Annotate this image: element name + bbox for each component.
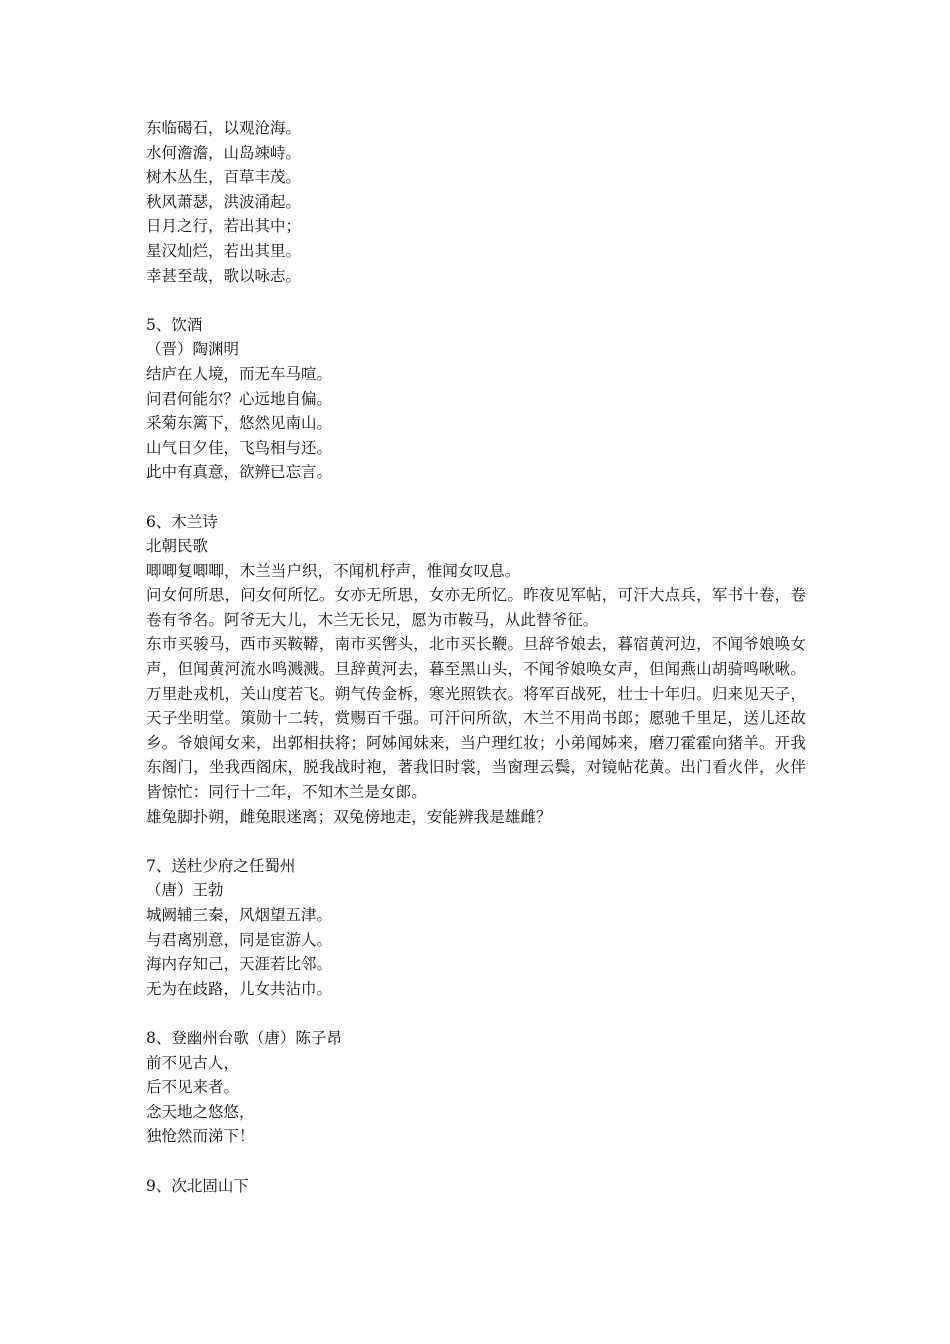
poem-line: 独怆然而涕下！ (146, 1127, 255, 1146)
poem-line: 结庐在人境，而无车马喧。 (146, 364, 333, 383)
section-gap (146, 288, 806, 313)
poem-line: 东临碣石，以观沧海。 (146, 119, 302, 137)
poem-author: 北朝民歌 (146, 537, 209, 556)
poem-author: （唐）王勃 (146, 881, 224, 900)
poem-9 (146, 1174, 806, 1199)
poem-line: 山气日夕佳，飞鸟相与还。 (146, 438, 333, 457)
poem-line: 问君何能尔？心远地自偏。 (146, 389, 333, 408)
text-column (146, 116, 806, 1198)
poem-line: 城阙辅三秦，风烟望五津。 (146, 906, 333, 924)
poem-line: 秋风萧瑟，洪波涌起。 (146, 192, 302, 211)
poem-line: 海内存知己，天涯若比邻。 (146, 955, 333, 974)
poem-line: 日月之行，若出其中； (146, 217, 302, 236)
poem-line: 采菊东篱下，悠然见南山。 (146, 414, 333, 433)
poem-line: 念天地之悠悠， (146, 1102, 255, 1121)
poem-line: 树木丛生，百草丰茂。 (146, 168, 302, 187)
poem-7 (146, 854, 806, 1002)
poem-6 (146, 510, 806, 830)
poem-title: 6、木兰诗 (146, 512, 218, 531)
poem-title: 8、登幽州台歌（唐）陈子昂 (146, 1028, 342, 1047)
poem-title: 9、次北固山下 (146, 1176, 249, 1195)
poem-line: 水何澹澹，山岛竦峙。 (146, 143, 302, 162)
poem-8 (146, 1026, 806, 1149)
section-gap (146, 485, 806, 510)
poem-line: 幸甚至哉，歌以咏志。 (146, 266, 302, 285)
poem-line: 此中有真意，欲辨已忘言。 (146, 463, 333, 482)
poem-paragraph: 唧唧复唧唧，木兰当户织，不闻机杼声，惟闻女叹息。 (146, 561, 521, 580)
intro-poem (146, 116, 806, 288)
section-gap (146, 1001, 806, 1026)
poem-paragraph: 东市买骏马，西市买鞍鞯，南市买辔头，北市买长鞭。旦辞爷娘去，暮宿黄河边，不闻爷娘唤女声，但闻黄河流水鸣溅溅。旦辞黄河去，暮至黑山头，不闻爷娘唤女声，但闻燕山胡骑鸣啾啾。万里赴戎机，关山度若飞。朔气传金柝，寒光照铁衣。将军百战死，壮士十年归。归来见天子，天子坐明堂。策勋十二转，赏赐百千强。可汗问所欲，木兰不用尚书郎；愿驰千里足，送儿还故乡。爷娘闻女来，出郭相扶将；阿姊闻妹来，当户理红妆；小弟闻姊来，磨刀霍霍向猪羊。开我东阁门，坐我西阁床，脱我战时袍，著我旧时裳，当窗理云鬓，对镜帖花黄。出门看火伴，火伴皆惊忙：同行十二年，不知木兰是女郎。 (146, 635, 806, 802)
poem-line: 前不见古人， (146, 1053, 240, 1072)
poem-line: 与君离别意，同是宦游人。 (146, 930, 333, 949)
poem-paragraph: 问女何所思，问女何所忆。女亦无所思，女亦无所忆。昨夜见军帖，可汗大点兵，军书十卷，卷卷有爷名。阿爷无大儿，木兰无长兄，愿为市鞍马，从此替爷征。 (146, 586, 806, 629)
poem-author: （晋）陶渊明 (146, 340, 240, 359)
section-gap (146, 1149, 806, 1174)
section-gap (146, 829, 806, 854)
poem-line: 无为在歧路，儿女共沾巾。 (146, 979, 333, 998)
poem-title: 5、饮酒 (146, 315, 203, 334)
poem-line: 星汉灿烂，若出其里。 (146, 241, 302, 260)
poem-5 (146, 313, 806, 485)
poem-paragraph: 雄兔脚扑朔，雌兔眼迷离；双兔傍地走，安能辨我是雄雌？ (146, 807, 552, 826)
poem-line: 后不见来者。 (146, 1078, 240, 1097)
poem-title: 7、送杜少府之任蜀州 (146, 856, 296, 875)
